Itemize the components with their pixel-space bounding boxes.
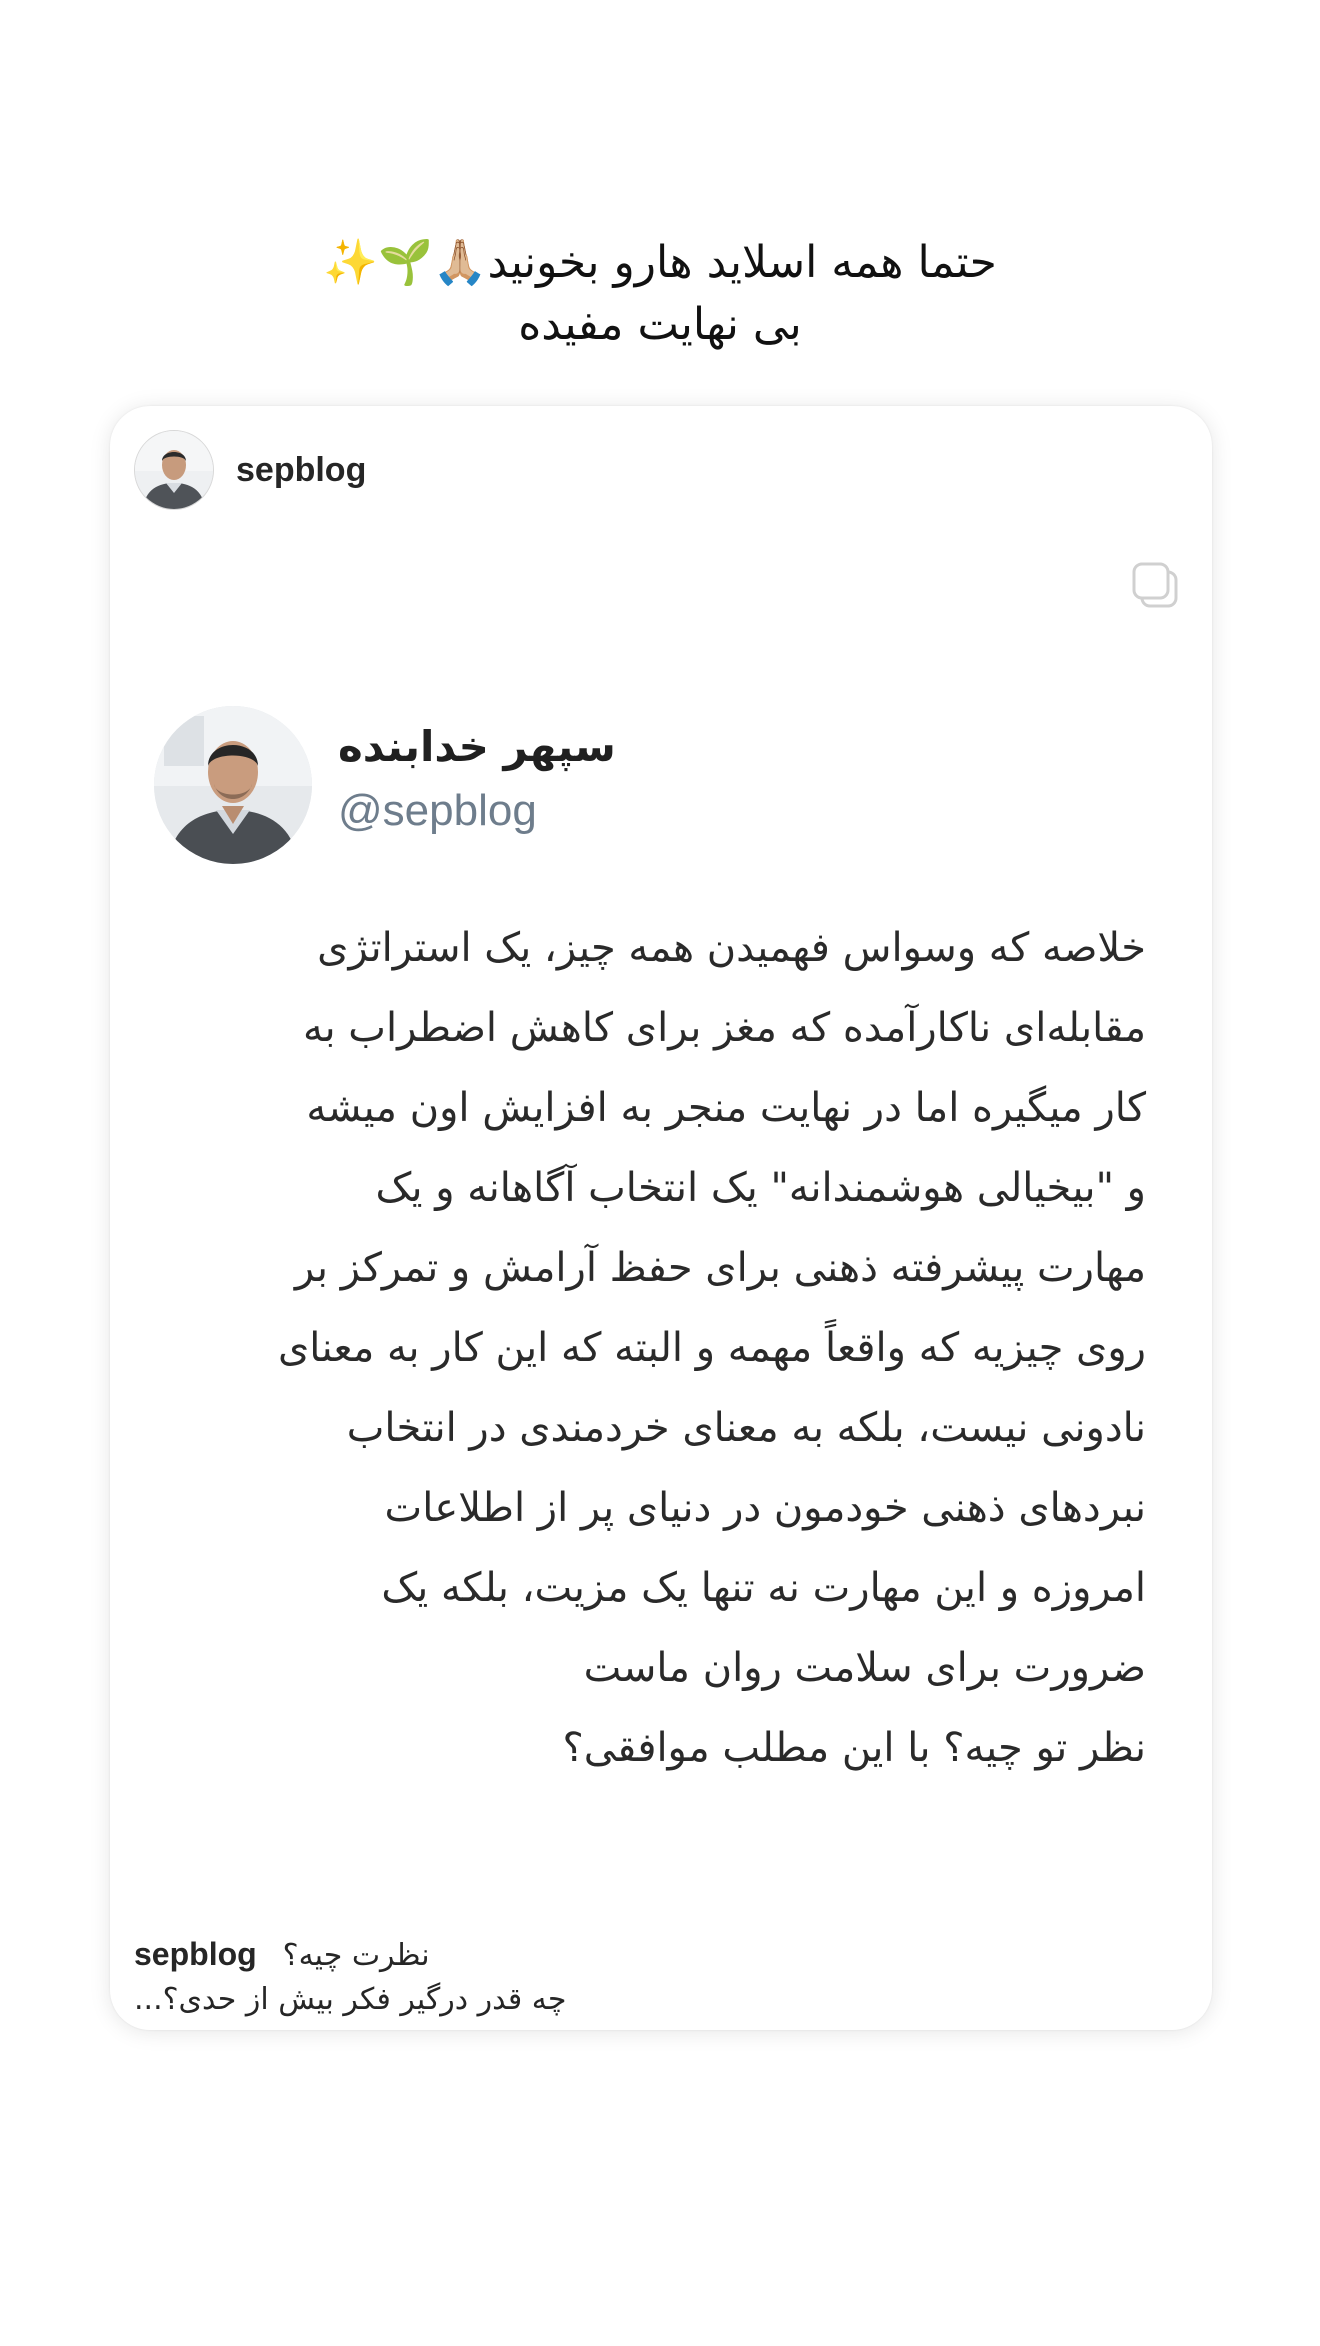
caption-username[interactable]: sepblog <box>134 1936 257 1972</box>
caption-line-2: چه قدر درگیر فکر بیش از حدی؟... <box>134 1982 567 2017</box>
tweet-line: نبردهای ذهنی خودمون در دنیای پر از اطلاعات <box>384 1485 1146 1531</box>
caption-line-2: بی نهایت مفیده <box>518 299 802 350</box>
tweet-line: کار میگیره اما در نهایت منجر به افزایش اون میشه <box>306 1085 1146 1131</box>
tweet-line: نظر تو چیه؟ با این مطلب موافقی؟ <box>562 1725 1146 1771</box>
shared-post-card[interactable] <box>110 406 1212 2030</box>
tweet-line: ضرورت برای سلامت روان ماست <box>583 1645 1146 1691</box>
header-username[interactable]: sepblog <box>236 450 367 489</box>
tweet-line: نادونی نیست، بلکه به معنای خردمندی در انتخاب <box>346 1405 1146 1451</box>
tweet-line: مقابله‌ای ناکارآمده که مغز برای کاهش اضطراب به <box>303 1005 1146 1051</box>
story-caption <box>0 232 1320 356</box>
tweet-line: مهارت پیشرفته ذهنی برای حفظ آرامش و تمرکز بر <box>294 1245 1146 1291</box>
tweet-line: روی چیزیه که واقعاً مهمه و البته که این کار به معنای <box>277 1325 1146 1371</box>
post-header[interactable] <box>134 430 366 510</box>
tweet-line: و "بیخیالی هوشمندانه" یک انتخاب آگاهانه و یک <box>375 1165 1146 1211</box>
tweet-text <box>136 908 1146 1788</box>
tweet-avatar <box>154 706 312 864</box>
multiple-posts-icon <box>1128 558 1184 614</box>
tweet-author-name: سپهر خدابنده <box>338 722 616 771</box>
caption-line-1: نظرت چیه؟ <box>282 1938 430 1973</box>
tweet-line: امروزه و این مهارت نه تنها یک مزیت، بلکه یک <box>381 1565 1146 1611</box>
post-caption[interactable] <box>134 1936 1184 2020</box>
caption-line-1: حتما همه اسلاید هارو بخونید🙏🏼🌱✨ <box>323 237 997 288</box>
tweet-author-handle: @sepblog <box>338 786 537 835</box>
avatar[interactable] <box>134 430 214 510</box>
tweet-line: خلاصه که وسواس فهمیدن همه چیز، یک استراتژی <box>317 925 1146 971</box>
